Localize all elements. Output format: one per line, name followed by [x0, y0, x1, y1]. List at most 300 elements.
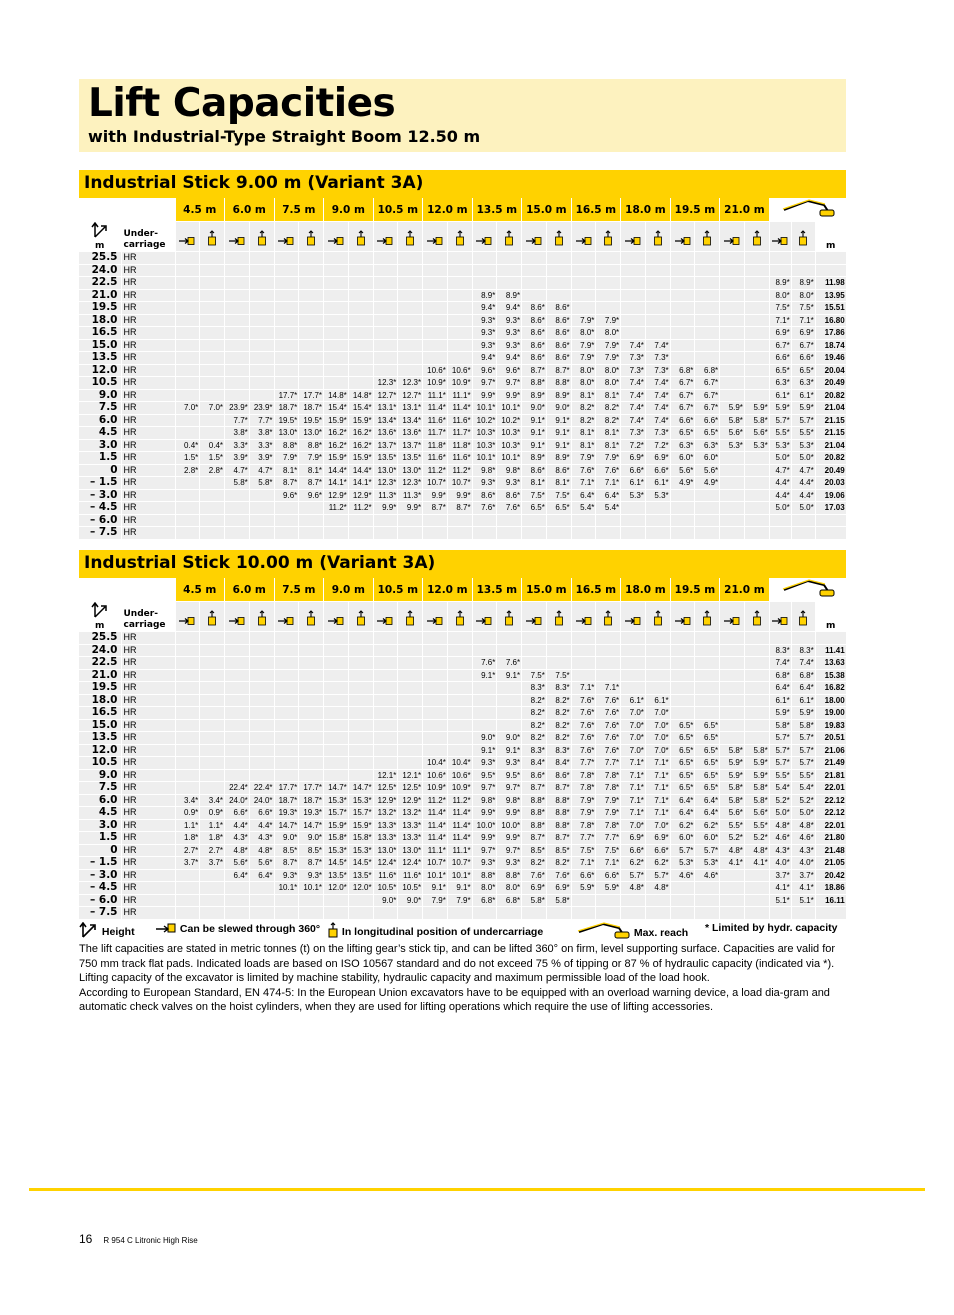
capacity-cell-empty	[423, 644, 448, 657]
capacity-cell: 9.6*	[497, 364, 522, 377]
slewed-360-icon	[575, 616, 593, 626]
capacity-cell-empty	[324, 527, 349, 540]
capacity-cell: 4.1*	[744, 857, 769, 870]
capacity-cell: 15.3*	[324, 844, 349, 857]
capacity-cell-empty	[695, 527, 720, 540]
slew-column-header	[571, 602, 596, 632]
radius-header: 4.5 m	[175, 198, 225, 222]
undercarriage-value: HR	[121, 719, 175, 732]
capacity-cell: 5.3*	[645, 489, 670, 502]
longitudinal-column-header	[695, 602, 720, 632]
capacity-cell: 7.0*	[621, 707, 646, 720]
capacity-cell: 17.7*	[274, 389, 299, 402]
capacity-cell: 6.5*	[670, 744, 695, 757]
capacity-cell: 8.2*	[546, 694, 571, 707]
capacity-cell-empty	[299, 364, 324, 377]
capacity-cell-empty	[645, 669, 670, 682]
capacity-cell: 11.8*	[423, 439, 448, 452]
capacity-cell: 10.6*	[447, 364, 472, 377]
table-row	[79, 819, 846, 832]
capacity-cell: 9.0*	[546, 402, 571, 415]
capacity-cell-empty	[645, 314, 670, 327]
max-reach-cell: 21.04	[815, 402, 846, 415]
slew-column-header	[472, 222, 497, 252]
longitudinal-column-header	[497, 602, 522, 632]
capacity-cell: 5.3*	[744, 439, 769, 452]
capacity-cell-empty	[472, 264, 497, 277]
capacity-cell: 7.6*	[571, 732, 596, 745]
capacity-cell-empty	[200, 502, 225, 515]
capacity-cell-empty	[274, 264, 299, 277]
undercarriage-value: HR	[121, 252, 175, 265]
radius-header: 10.5 m	[373, 198, 423, 222]
capacity-cell-empty	[200, 339, 225, 352]
table-row	[79, 277, 846, 290]
capacity-cell-empty	[497, 264, 522, 277]
capacity-cell-empty	[274, 757, 299, 770]
capacity-cell-empty	[274, 352, 299, 365]
capacity-cell: 9.6*	[274, 489, 299, 502]
undercarriage-header	[121, 602, 175, 632]
legend-slew-label: Can be slewed through 360°	[179, 923, 321, 935]
capacity-cell-empty	[497, 527, 522, 540]
capacity-cell-empty	[175, 252, 200, 265]
max-reach-cell: 7.5*	[791, 302, 815, 315]
height-header	[79, 602, 121, 632]
table-row	[79, 402, 846, 415]
max-reach-cell: 8.3*	[769, 644, 791, 657]
capacity-cell-empty	[225, 719, 250, 732]
max-reach-cell: 7.1*	[769, 314, 791, 327]
capacity-cell: 9.8*	[472, 464, 497, 477]
slew-column-header	[175, 602, 200, 632]
table-row	[79, 477, 846, 490]
capacity-cell: 6.2*	[670, 819, 695, 832]
capacity-cell-empty	[373, 707, 398, 720]
capacity-cell-empty	[695, 264, 720, 277]
capacity-cell: 8.8*	[472, 869, 497, 882]
capacity-cell: 10.6*	[447, 769, 472, 782]
capacity-cell: 5.9*	[744, 769, 769, 782]
capacity-cell-empty	[744, 694, 769, 707]
capacity-cell-empty	[348, 252, 373, 265]
capacity-cell: 13.0*	[274, 427, 299, 440]
longitudinal-column-header	[299, 222, 324, 252]
max-reach-cell: 4.4*	[769, 489, 791, 502]
capacity-cell: 8.0*	[571, 364, 596, 377]
height-value: 0	[79, 844, 121, 857]
capacity-cell: 9.9*	[447, 489, 472, 502]
capacity-cell: 7.4*	[645, 389, 670, 402]
capacity-cell: 2.8*	[200, 464, 225, 477]
capacity-cell: 2.7*	[200, 844, 225, 857]
capacity-cell: 10.2*	[497, 414, 522, 427]
capacity-cell: 6.6*	[670, 414, 695, 427]
capacity-cell-empty	[522, 277, 547, 290]
capacity-cell-empty	[324, 644, 349, 657]
capacity-cell-empty	[348, 514, 373, 527]
capacity-cell-empty	[522, 632, 547, 645]
capacity-cell-empty	[373, 744, 398, 757]
capacity-cell: 3.3*	[225, 439, 250, 452]
capacity-cell: 7.5*	[522, 489, 547, 502]
legend-longitudinal-label: In longitudinal position of undercarriage	[341, 926, 544, 938]
capacity-cell-empty	[175, 314, 200, 327]
capacity-cell-empty	[621, 669, 646, 682]
capacity-cell: 12.0*	[348, 882, 373, 895]
capacity-cell-empty	[225, 277, 250, 290]
height-value: 6.0	[79, 794, 121, 807]
undercarriage-value: HR	[121, 744, 175, 757]
longitudinal-column-header	[200, 602, 225, 632]
capacity-cell-empty	[175, 477, 200, 490]
capacity-cell: 9.8*	[472, 794, 497, 807]
capacity-cell-empty	[249, 769, 274, 782]
lift-table-section-stick-9	[79, 170, 846, 540]
capacity-cell-empty	[670, 489, 695, 502]
capacity-cell-empty	[744, 452, 769, 465]
capacity-cell-empty	[299, 744, 324, 757]
capacity-cell-empty	[596, 632, 621, 645]
capacity-cell: 6.5*	[695, 427, 720, 440]
capacity-cell: 5.9*	[596, 882, 621, 895]
capacity-cell-empty	[225, 302, 250, 315]
capacity-cell: 9.8*	[497, 464, 522, 477]
capacity-cell: 8.7*	[447, 502, 472, 515]
height-value: 12.0	[79, 364, 121, 377]
capacity-cell: 7.6*	[596, 744, 621, 757]
capacity-cell: 7.6*	[571, 707, 596, 720]
note-paragraph-2: According to European Standard, EN 474-5: In the European Union excavators have to be equipped with an overload warning device, a load dia-gram and automatic check valves on the hoist cylinders, when they are used for lifting operations which require the use of lifting accessories.	[79, 986, 830, 1013]
capacity-cell: 22.4*	[225, 782, 250, 795]
longitudinal-column-header	[497, 222, 522, 252]
capacity-cell-empty	[225, 339, 250, 352]
height-value: 7.5	[79, 402, 121, 415]
height-value: – 1.5	[79, 857, 121, 870]
capacity-cell: 8.0*	[571, 377, 596, 390]
capacity-cell-empty	[423, 719, 448, 732]
capacity-cell: 15.3*	[324, 794, 349, 807]
capacity-cell: 18.7*	[299, 794, 324, 807]
capacity-cell: 8.7*	[299, 857, 324, 870]
capacity-cell-empty	[670, 669, 695, 682]
capacity-cell: 11.2*	[348, 502, 373, 515]
longitudinal-position-icon	[653, 610, 663, 626]
capacity-cell: 11.7*	[423, 427, 448, 440]
max-reach-cell: 6.1*	[791, 694, 815, 707]
capacity-cell-empty	[348, 894, 373, 907]
capacity-cell-empty	[274, 527, 299, 540]
max-reach-cell: 22.01	[815, 782, 846, 795]
capacity-cell-empty	[398, 277, 423, 290]
capacity-cell-empty	[348, 327, 373, 340]
longitudinal-position-icon	[327, 922, 339, 938]
capacity-cell-empty	[200, 669, 225, 682]
capacity-cell: 11.1*	[423, 844, 448, 857]
capacity-cell: 15.4*	[348, 402, 373, 415]
capacity-cell-empty	[621, 527, 646, 540]
capacity-cell: 7.4*	[621, 402, 646, 415]
capacity-cell: 5.6*	[225, 857, 250, 870]
capacity-cell-empty	[249, 719, 274, 732]
capacity-cell-empty	[274, 314, 299, 327]
capacity-cell: 10.0*	[472, 819, 497, 832]
capacity-cell-empty	[571, 527, 596, 540]
height-value: 19.5	[79, 302, 121, 315]
capacity-cell: 10.1*	[497, 452, 522, 465]
max-reach-cell: 4.3*	[769, 844, 791, 857]
capacity-cell: 5.8*	[522, 894, 547, 907]
capacity-cell: 6.5*	[695, 757, 720, 770]
undercarriage-value: HR	[121, 502, 175, 515]
capacity-cell: 12.9*	[373, 794, 398, 807]
longitudinal-column-header	[398, 602, 423, 632]
capacity-cell: 7.6*	[571, 744, 596, 757]
capacity-cell: 13.5*	[398, 452, 423, 465]
max-reach-cell: 19.46	[815, 352, 846, 365]
capacity-cell-empty	[546, 264, 571, 277]
capacity-cell: 5.3*	[720, 439, 745, 452]
max-reach-cell: 4.1*	[791, 882, 815, 895]
max-reach-cell: 13.95	[815, 289, 846, 302]
capacity-cell: 8.6*	[472, 489, 497, 502]
radius-header: 18.0 m	[621, 578, 671, 602]
capacity-cell-empty	[720, 464, 745, 477]
max-reach-header	[769, 198, 846, 222]
capacity-cell: 8.2*	[546, 732, 571, 745]
capacity-cell-empty	[423, 352, 448, 365]
slewed-360-icon	[376, 616, 394, 626]
capacity-cell: 9.7*	[472, 844, 497, 857]
capacity-cell: 10.7*	[423, 477, 448, 490]
undercarriage-value: HR	[121, 327, 175, 340]
max-reach-cell: 20.82	[815, 452, 846, 465]
capacity-cell-empty	[398, 364, 423, 377]
undercarriage-value: HR	[121, 364, 175, 377]
capacity-cell: 9.1*	[447, 882, 472, 895]
capacity-cell-empty	[596, 657, 621, 670]
capacity-cell: 8.1*	[596, 389, 621, 402]
capacity-cell-empty	[200, 682, 225, 695]
capacity-cell: 5.8*	[744, 794, 769, 807]
capacity-cell: 6.5*	[522, 502, 547, 515]
capacity-cell-empty	[324, 277, 349, 290]
capacity-cell: 7.8*	[596, 782, 621, 795]
capacity-cell: 7.0*	[645, 819, 670, 832]
capacity-cell-empty	[447, 744, 472, 757]
capacity-cell: 5.5*	[720, 819, 745, 832]
capacity-cell: 6.5*	[670, 782, 695, 795]
height-value: 21.0	[79, 669, 121, 682]
capacity-cell: 13.5*	[373, 452, 398, 465]
slewed-360-icon	[277, 616, 295, 626]
capacity-cell-empty	[621, 302, 646, 315]
capacity-cell: 8.8*	[546, 819, 571, 832]
max-reach-cell: 5.9*	[791, 402, 815, 415]
capacity-cell: 7.1*	[621, 769, 646, 782]
capacity-cell: 14.7*	[299, 819, 324, 832]
capacity-cell-empty	[348, 694, 373, 707]
capacity-cell-empty	[621, 894, 646, 907]
capacity-cell-empty	[645, 302, 670, 315]
capacity-cell: 6.0*	[670, 832, 695, 845]
slew-column-header	[621, 602, 646, 632]
capacity-cell: 11.6*	[423, 452, 448, 465]
capacity-cell-empty	[299, 682, 324, 695]
capacity-cell-empty	[744, 339, 769, 352]
capacity-cell: 7.6*	[596, 707, 621, 720]
capacity-cell: 8.2*	[522, 719, 547, 732]
height-arrow-icon	[79, 922, 99, 938]
capacity-cell-empty	[398, 327, 423, 340]
undercarriage-value: HR	[121, 427, 175, 440]
capacity-cell-empty	[571, 644, 596, 657]
capacity-cell-empty	[200, 277, 225, 290]
slew-column-header	[373, 222, 398, 252]
table-row	[79, 857, 846, 870]
max-reach-cell: 6.4*	[769, 682, 791, 695]
capacity-cell: 8.8*	[546, 794, 571, 807]
undercarriage-header	[121, 222, 175, 252]
capacity-cell-empty	[720, 289, 745, 302]
capacity-cell-empty	[373, 289, 398, 302]
undercarriage-value: HR	[121, 527, 175, 540]
max-reach-cell: 18.74	[815, 339, 846, 352]
capacity-cell-empty	[225, 314, 250, 327]
capacity-cell: 7.4*	[645, 402, 670, 415]
capacity-cell: 11.7*	[447, 427, 472, 440]
height-value: 4.5	[79, 427, 121, 440]
table-row	[79, 757, 846, 770]
capacity-cell-empty	[720, 527, 745, 540]
capacity-cell: 15.3*	[348, 844, 373, 857]
capacity-cell: 5.8*	[249, 477, 274, 490]
capacity-cell: 13.1*	[373, 402, 398, 415]
capacity-cell: 8.5*	[274, 844, 299, 857]
section-title: Industrial Stick 10.00 m (Variant 3A)	[84, 553, 436, 573]
lift-capacity-table	[79, 578, 847, 920]
capacity-cell: 7.6*	[472, 657, 497, 670]
capacity-cell: 17.7*	[299, 782, 324, 795]
capacity-cell: 6.6*	[645, 844, 670, 857]
capacity-cell-empty	[398, 289, 423, 302]
capacity-cell-empty	[324, 744, 349, 757]
capacity-cell: 7.6*	[596, 719, 621, 732]
capacity-cell-empty	[695, 277, 720, 290]
capacity-cell: 8.6*	[546, 339, 571, 352]
capacity-cell-empty	[274, 769, 299, 782]
radius-header: 4.5 m	[175, 578, 225, 602]
radius-header: 9.0 m	[324, 198, 374, 222]
capacity-cell: 11.2*	[423, 464, 448, 477]
capacity-cell: 13.0*	[373, 464, 398, 477]
capacity-cell: 6.6*	[621, 464, 646, 477]
capacity-cell: 5.2*	[744, 832, 769, 845]
longitudinal-position-icon	[702, 230, 712, 246]
height-value: – 3.0	[79, 489, 121, 502]
capacity-cell: 9.9*	[497, 389, 522, 402]
capacity-cell: 8.8*	[274, 439, 299, 452]
capacity-cell-empty	[348, 527, 373, 540]
undercarriage-value: HR	[121, 657, 175, 670]
capacity-cell: 8.5*	[299, 844, 324, 857]
table-row	[79, 377, 846, 390]
capacity-cell-empty	[299, 732, 324, 745]
capacity-cell: 11.1*	[423, 389, 448, 402]
radius-header: 6.0 m	[225, 198, 275, 222]
capacity-cell: 8.8*	[522, 377, 547, 390]
capacity-cell: 11.2*	[447, 464, 472, 477]
legend-longitudinal	[327, 922, 543, 938]
capacity-cell-empty	[571, 894, 596, 907]
capacity-cell: 9.3*	[472, 857, 497, 870]
capacity-cell: 9.1*	[472, 744, 497, 757]
capacity-cell-empty	[423, 707, 448, 720]
undercarriage-value: HR	[121, 464, 175, 477]
table-row	[79, 339, 846, 352]
capacity-cell: 13.6*	[398, 427, 423, 440]
max-reach-cell-empty	[815, 632, 846, 645]
undercarriage-value: HR	[121, 389, 175, 402]
capacity-cell: 3.8*	[249, 427, 274, 440]
capacity-cell: 12.9*	[324, 489, 349, 502]
capacity-cell: 9.7*	[472, 377, 497, 390]
longitudinal-column-header	[744, 222, 769, 252]
slewed-360-icon	[376, 236, 394, 246]
capacity-cell: 5.6*	[670, 464, 695, 477]
longitudinal-column-header	[546, 222, 571, 252]
capacity-cell: 5.8*	[720, 794, 745, 807]
capacity-cell: 6.5*	[695, 732, 720, 745]
table-row	[79, 669, 846, 682]
capacity-cell-empty	[348, 669, 373, 682]
longitudinal-column-header	[791, 602, 815, 632]
capacity-cell-empty	[175, 277, 200, 290]
capacity-cell-empty	[695, 632, 720, 645]
capacity-cell-empty	[274, 377, 299, 390]
capacity-cell: 5.3*	[670, 857, 695, 870]
capacity-cell: 3.8*	[225, 427, 250, 440]
capacity-cell-empty	[472, 514, 497, 527]
capacity-cell-empty	[373, 644, 398, 657]
longitudinal-column-header	[348, 222, 373, 252]
capacity-cell-empty	[324, 732, 349, 745]
capacity-cell-empty	[472, 277, 497, 290]
capacity-cell: 12.0*	[324, 882, 349, 895]
longitudinal-column-header	[447, 222, 472, 252]
capacity-cell-empty	[274, 289, 299, 302]
undercarriage-value: HR	[121, 314, 175, 327]
capacity-cell-empty	[571, 669, 596, 682]
max-reach-cell: 19.00	[815, 707, 846, 720]
capacity-cell: 8.2*	[522, 732, 547, 745]
capacity-cell-empty	[324, 682, 349, 695]
capacity-cell: 15.9*	[324, 452, 349, 465]
capacity-cell: 1.1*	[200, 819, 225, 832]
table-row	[79, 882, 846, 895]
capacity-cell: 5.8*	[744, 782, 769, 795]
capacity-cell: 9.6*	[299, 489, 324, 502]
table-row	[79, 389, 846, 402]
capacity-cell-empty	[175, 644, 200, 657]
capacity-cell-empty	[274, 302, 299, 315]
capacity-cell: 7.6*	[596, 464, 621, 477]
capacity-cell-empty	[720, 252, 745, 265]
max-reach-cell: 18.86	[815, 882, 846, 895]
max-reach-cell: 4.7*	[769, 464, 791, 477]
capacity-cell-empty	[744, 289, 769, 302]
capacity-cell: 10.2*	[472, 414, 497, 427]
